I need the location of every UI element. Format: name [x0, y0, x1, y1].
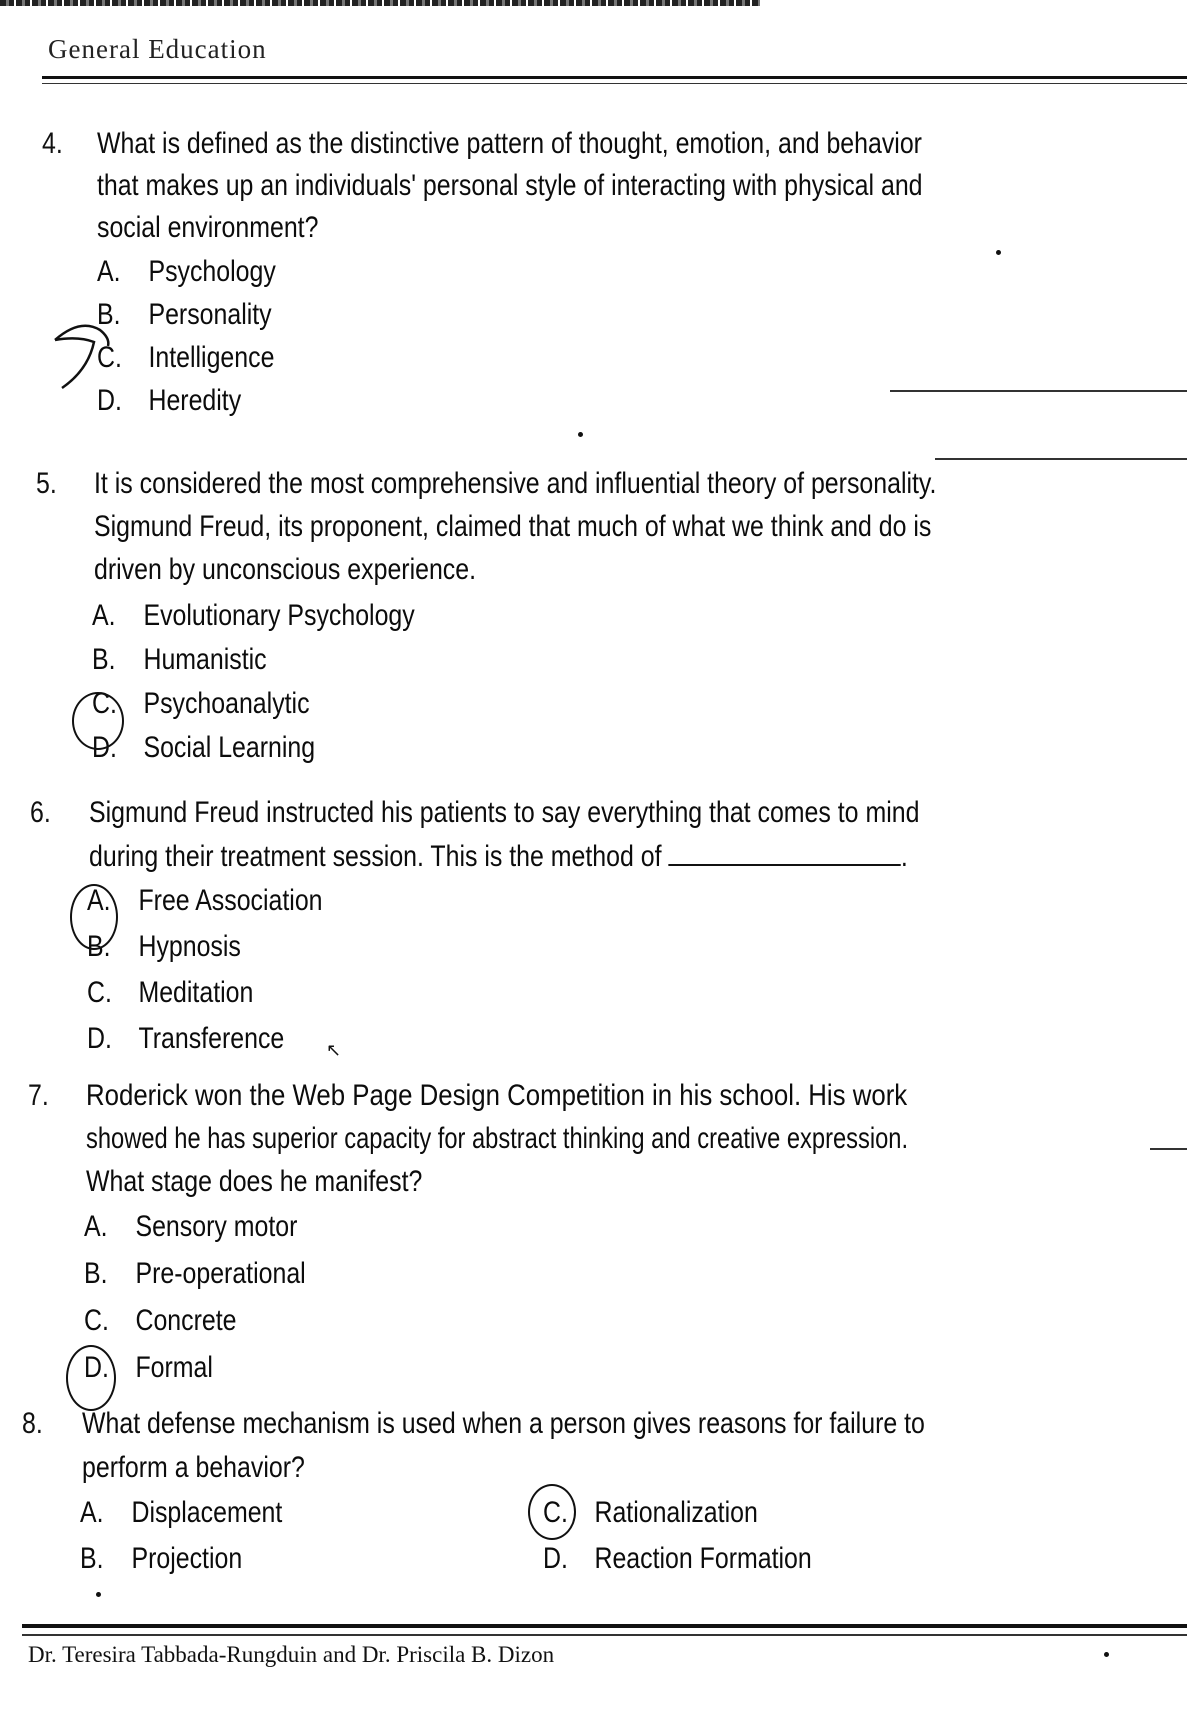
option-letter: D.	[87, 1022, 112, 1055]
option-a[interactable]	[97, 249, 276, 295]
option-a[interactable]	[87, 878, 323, 924]
answer-circle-icon	[528, 1484, 576, 1540]
option-letter: A.	[84, 1210, 108, 1243]
option-c[interactable]	[92, 681, 310, 727]
option-text: Transference	[138, 1022, 285, 1055]
option-text: Hypnosis	[138, 930, 241, 963]
option-letter: A.	[97, 255, 121, 288]
option-text: Social Learning	[143, 731, 316, 764]
speck	[1104, 1652, 1109, 1657]
option-b[interactable]	[97, 292, 272, 338]
option-letter: A.	[87, 884, 111, 917]
option-text: Rationalization	[594, 1496, 758, 1529]
scan-line-artifact	[890, 390, 1187, 392]
option-text: Projection	[131, 1542, 243, 1575]
option-text: Reaction Formation	[594, 1542, 812, 1575]
option-letter: D.	[84, 1351, 109, 1384]
option-letter: C.	[87, 976, 112, 1009]
question-text-line: showed he has superior capacity for abstract thinking and creative expression.	[86, 1122, 909, 1155]
option-letter: C.	[84, 1304, 109, 1337]
option-text: Personality	[148, 298, 272, 331]
option-letter: B.	[92, 643, 116, 676]
option-text: Meditation	[138, 976, 254, 1009]
option-letter: C.	[92, 687, 117, 720]
header-rule	[42, 76, 1187, 84]
question-text-line: Roderick won the Web Page Design Competition in his school. His work	[86, 1079, 908, 1112]
question-text-line: that makes up an individuals' personal style of interacting with physical and	[97, 169, 923, 202]
option-text: Psychology	[148, 255, 276, 288]
question-text-line: social environment?	[97, 211, 319, 244]
question-number: 8.	[22, 1407, 43, 1440]
option-text: Sensory motor	[135, 1210, 298, 1243]
option-a[interactable]	[92, 593, 415, 639]
question-text-line: driven by unconscious experience.	[94, 553, 477, 586]
option-c[interactable]	[97, 335, 274, 381]
question-number: 4.	[42, 127, 63, 160]
handwritten-answer-mark-icon	[50, 318, 120, 408]
option-text: Pre-operational	[135, 1257, 306, 1290]
option-letter: A.	[80, 1496, 104, 1529]
question-text-line-with-blank	[89, 834, 908, 880]
option-b[interactable]	[84, 1251, 306, 1297]
answer-circle-icon	[72, 692, 124, 750]
option-letter: D.	[543, 1542, 568, 1575]
option-b[interactable]	[92, 637, 267, 683]
option-letter: D.	[92, 731, 117, 764]
option-letter: A.	[92, 599, 116, 632]
option-d[interactable]	[543, 1536, 812, 1582]
answer-circle-icon	[70, 884, 118, 950]
option-letter: D.	[97, 384, 122, 417]
question-number: 6.	[30, 796, 51, 829]
scan-edge-noise	[0, 0, 760, 6]
question-number: 5.	[36, 467, 57, 500]
option-d[interactable]	[87, 1016, 284, 1062]
option-a[interactable]	[84, 1204, 297, 1250]
option-a[interactable]	[80, 1490, 282, 1536]
option-d[interactable]	[92, 725, 315, 771]
speck	[996, 250, 1001, 255]
option-b[interactable]	[80, 1536, 242, 1582]
question-text-line: What defense mechanism is used when a person gives reasons for failure to	[82, 1407, 925, 1440]
option-letter: B.	[80, 1542, 104, 1575]
speck	[578, 432, 583, 437]
option-letter: B.	[87, 930, 111, 963]
option-letter: C.	[97, 341, 122, 374]
scan-line-artifact	[1150, 1148, 1187, 1150]
arrow-mark-icon: ↖	[326, 1040, 342, 1061]
question-text-line: perform a behavior?	[82, 1451, 305, 1484]
option-text: Concrete	[135, 1304, 237, 1337]
option-text: Free Association	[138, 884, 323, 917]
question-text-line: Sigmund Freud, its proponent, claimed that much of what we think and do is	[94, 510, 932, 543]
option-c[interactable]	[87, 970, 253, 1016]
question-text-line: during their treatment session. This is the method of	[89, 840, 662, 873]
option-text: Formal	[135, 1351, 213, 1384]
option-letter: B.	[97, 298, 121, 331]
option-text: Humanistic	[143, 643, 267, 676]
option-text: Evolutionary Psychology	[143, 599, 415, 632]
question-text-line: Sigmund Freud instructed his patients to say everything that comes to mind	[89, 796, 920, 829]
page-header-title: General Education	[48, 34, 267, 64]
question-text-line: What stage does he manifest?	[86, 1165, 423, 1198]
speck	[96, 1592, 101, 1597]
option-text: Heredity	[148, 384, 242, 417]
line-end-period: .	[900, 840, 908, 873]
option-c[interactable]	[84, 1298, 236, 1344]
option-text: Psychoanalytic	[143, 687, 310, 720]
answer-blank	[668, 834, 900, 866]
question-text-line: What is defined as the distinctive pattern of thought, emotion, and behavior	[97, 127, 922, 160]
footer-authors: Dr. Teresira Tabbada-Rungduin and Dr. Priscila B. Dizon	[28, 1642, 555, 1667]
option-letter: C.	[543, 1496, 568, 1529]
question-number: 7.	[28, 1079, 49, 1112]
footer-rule	[22, 1624, 1187, 1636]
option-letter: B.	[84, 1257, 108, 1290]
question-text-line: It is considered the most comprehensive and influential theory of personality.	[94, 467, 937, 500]
scan-line-artifact	[935, 458, 1187, 460]
option-text: Intelligence	[148, 341, 275, 374]
option-text: Displacement	[131, 1496, 283, 1529]
